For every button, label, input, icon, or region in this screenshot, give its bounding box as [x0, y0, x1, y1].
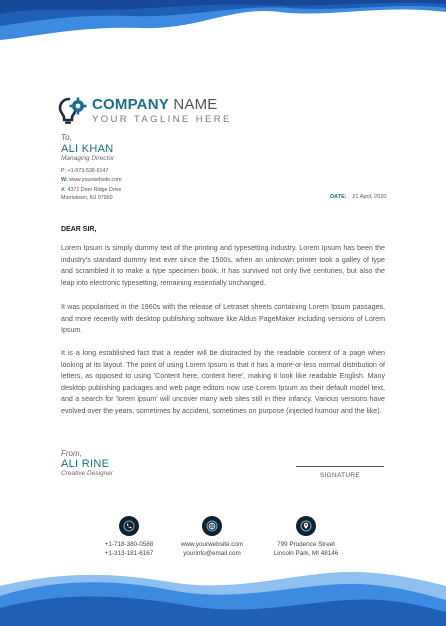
contact-address [61, 186, 121, 202]
footer-phone-1: +1-718-380-0588 [104, 541, 154, 548]
sender-title: Creative Designer [61, 470, 114, 477]
to-label: To, [61, 133, 72, 142]
bottom-wave-decoration [0, 556, 446, 626]
web-value: www.yourwebsite.com [69, 177, 122, 183]
footer-location [251, 516, 361, 558]
globe-icon [202, 516, 222, 536]
phone-value: +1-973-538-9147 [67, 168, 109, 174]
date-block [330, 194, 386, 200]
company-name-light: NAME [173, 96, 218, 113]
contact-website [61, 177, 122, 183]
footer-website[interactable]: www.yourwebsite.com [180, 541, 244, 548]
company-logo [58, 96, 232, 126]
address-line-2: Morristown, NJ 07960 [61, 195, 113, 201]
sender-block [61, 449, 113, 477]
company-name-bold: COMPANY [92, 96, 169, 113]
body-paragraph-2: It was popularised in the 1960s with the release of Letraset sheets containing Lorem Ipsum passages, and more recently with desktop publishing software like Aldus PageMaker including versions of Lorem Ipsum. [61, 303, 385, 334]
recipient-block [61, 133, 114, 162]
web-prefix: W: [61, 177, 68, 183]
addr-prefix: A: [61, 187, 67, 193]
signature-label: SIGNATURE [319, 472, 361, 479]
top-wave-decoration [0, 0, 446, 46]
footer-email[interactable]: yourinfo@email.com [183, 550, 241, 557]
company-tagline: YOUR TAGLINE HERE [92, 114, 232, 125]
date-value: 21 April, 2020 [352, 194, 387, 200]
address-line-1: 4371 Deer Ridge Drive [67, 187, 122, 193]
footer-address-2: Lincoln Park, MI 48146 [273, 550, 339, 557]
salutation: DEAR SIR, [61, 226, 97, 233]
from-label: From, [61, 449, 82, 458]
lightbulb-gear-icon [58, 96, 88, 126]
body-paragraph-1: Lorem Ipsum is simply dummy text of the printing and typesetting industry. Lorem Ipsum has been the industry's standard dummy text ever since the 1500s, when an unknown printer took a galley of type and scrambled it to make a type specimen book. It has survived not only five centuries, but also the leap into electronic typesetting, remaining essentially unchanged. [61, 244, 385, 287]
location-pin-icon [296, 516, 316, 536]
recipient-title: Managing Director [61, 155, 115, 162]
date-label: DATE: [330, 194, 347, 200]
footer-phone-2: +1-313-181-6167 [104, 550, 154, 557]
phone-icon [119, 516, 139, 536]
company-name [92, 97, 232, 113]
footer-address-1: 799 Prudence Street [277, 541, 335, 548]
signature-line [296, 466, 384, 467]
recipient-name: ALI KHAN [61, 143, 114, 155]
contact-phone [61, 168, 108, 174]
body-paragraph-3: It is a long established fact that a reader will be distracted by the readable content of a page when looking at its layout. The point of using Lorem Ipsum is that it has a more-or-less normal distribution of letters, as opposed to using 'Content here, content here', making it look like readable English. Many desktop publishing packages and web page editors now use Lorem Ipsum as their default model text, and a search for 'lorem ipsum' will uncover many web sites still in their infancy. Various versions have evolved over the years, sometimes by accident, sometimes on purpose (injected humour and the like). [61, 349, 385, 415]
phone-prefix: P: [61, 168, 67, 174]
sender-name: ALI RINE [61, 458, 110, 470]
